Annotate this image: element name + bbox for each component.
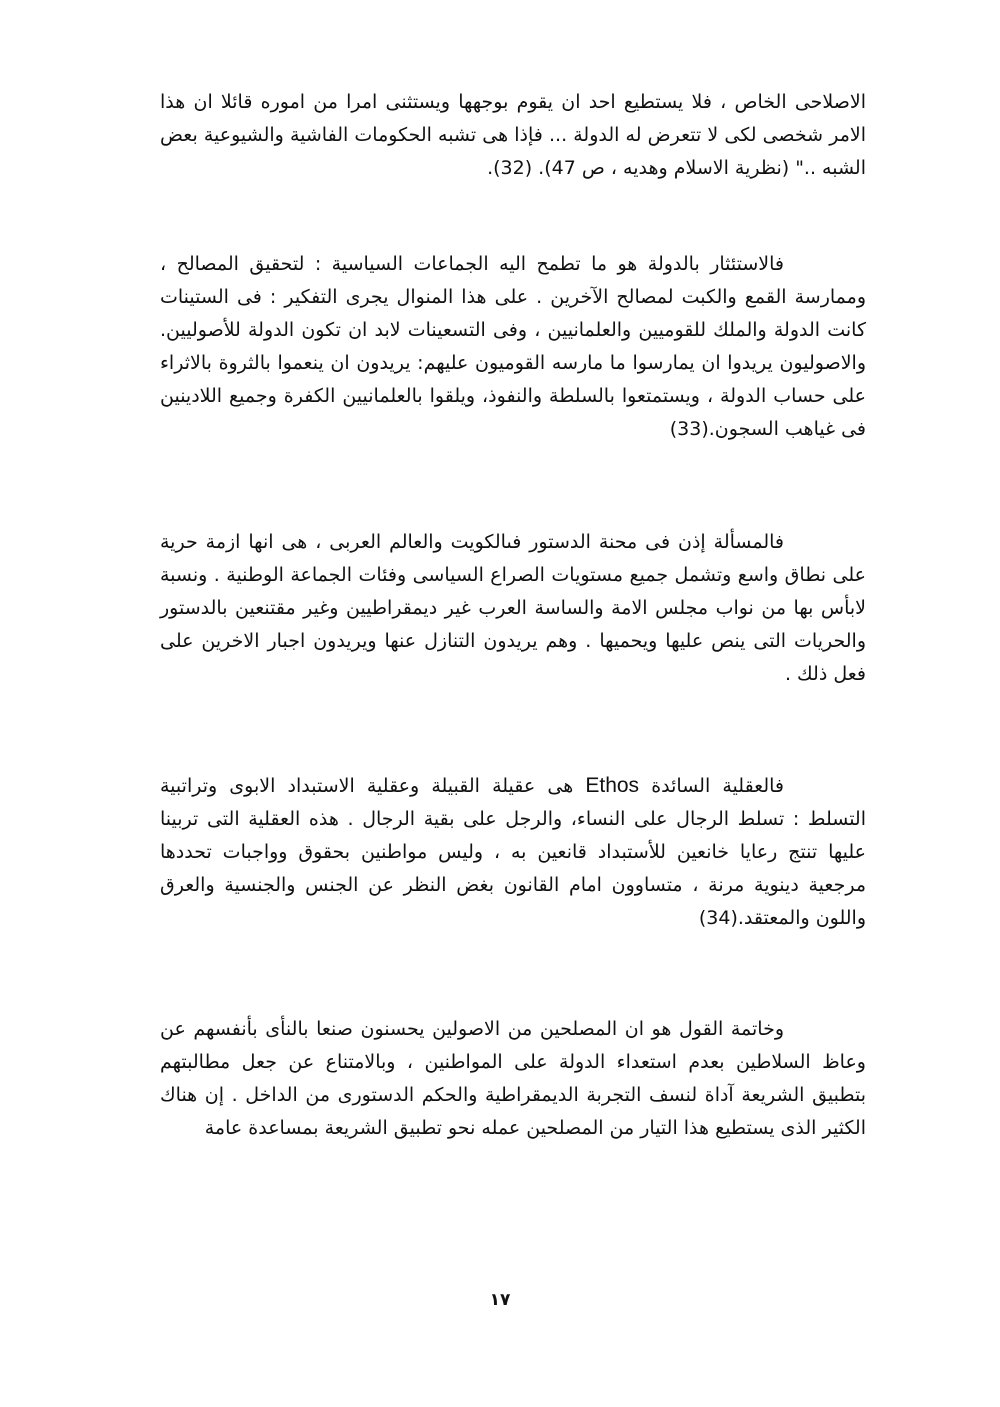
- page-number: ١٧: [489, 1290, 511, 1310]
- paragraph-4-text: [160, 769, 866, 935]
- paragraph-1: [160, 86, 866, 185]
- paragraph-3: [160, 526, 866, 691]
- paragraph-4-rest: هى عقيلة القبيلة وعقلية الاستبداد الابوى وتراتبية التسلط : تسلط الرجال على النساء، والرجل على بقية الرجال . هذه العقلية التى تربينا عليها تنتج رعايا خانعين للأستبداد قانعين به ، وليس مواطنين بحقوق وواجبات تحددها مرجعية دينوية مرنة ، متساوون امام القانون بغض النظر عن الجنس والجنسية والعرق واللون والمعتقد.(34): [160, 775, 866, 929]
- paragraph-2: [160, 248, 866, 446]
- paragraph-4: [160, 769, 866, 935]
- paragraph-3-text: فالمسألة إذن فى محنة الدستور فىالكويت والعالم العربى ، هى انها ازمة حرية على نطاق واسع وتشمل جميع مستويات الصراع السياسى وفئات الجماعة الوطنية . ونسبة لابأس بها من نواب مجلس الامة والساسة العرب غير ديمقراطيين وغير مقتنعين بالدستور والحريات التى ينص عليها ويحميها . وهم يريدون التنازل عنها ويريدون اجبار الاخرين على فعل ذلك .: [160, 531, 866, 685]
- paragraph-1-text: الاصلاحى الخاص ، فلا يستطيع احد ان يقوم بوجهها ويستثنى امرا من اموره قائلا ان هذا الامر شخصى لكى لا تتعرض له الدولة ... فإذا هى تشبه الحكومات الفاشية والشيوعية بعض الشبه .." (نظرية الاسلام وهديه ، ص 47). (32).: [160, 91, 866, 179]
- paragraph-2-text: فالاستئثار بالدولة هو ما تطمح اليه الجماعات السياسية : لتحقيق المصالح ، وممارسة القمع والكبت لمصالح الآخرين . على هذا المنوال يجرى التفكير : فى الستينات كانت الدولة والملك للقوميين والعلمانيين ، وفى التسعينات لابد ان تكون الدولة للأصوليين. والاصوليون يريدوا ان يمارسوا ما مارسه القوميون عليهم: يريدون ان ينعموا بالثروة بالاثراء على حساب الدولة ، ويستمتعوا بالسلطة والنفوذ، ويلقوا بالعلمانيين الكفرة وجميع اللادينين فى غياهب السجون.(33): [160, 253, 866, 440]
- ethos-term: Ethos: [585, 774, 640, 797]
- paragraph-4-lead: فالعقلية السائدة: [651, 775, 785, 797]
- paragraph-5: [160, 1013, 866, 1145]
- paragraph-5-text: وخاتمة القول هو ان المصلحين من الاصولين يحسنون صنعا بالنأى بأنفسهم عن وعاظ السلاطين بعدم استعداء الدولة على المواطنين ، وبالامتناع عن جعل مطالبتهم بتطبيق الشريعة آداة لنسف التجربة الديمقراطية والحكم الدستورى من الداخل . إن هناك الكثير الذى يستطيع هذا التيار من المصلحين عمله نحو تطبيق الشريعة بمساعدة عامة: [160, 1018, 866, 1139]
